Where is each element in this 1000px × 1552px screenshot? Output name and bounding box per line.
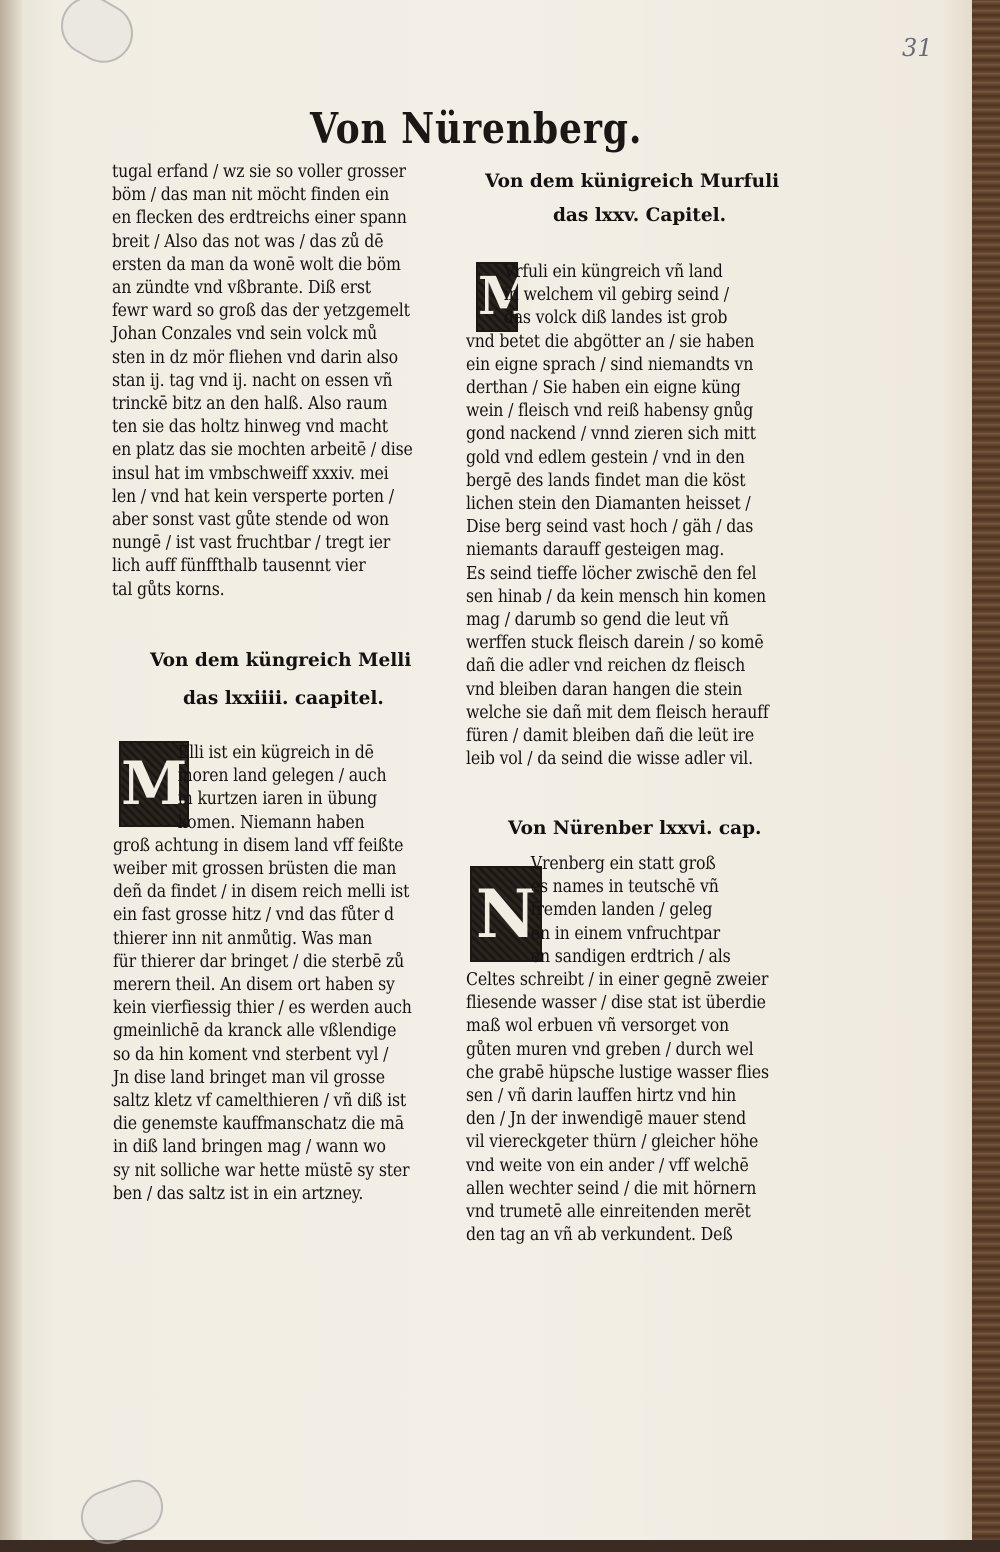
text-line: Vrfuli ein küngreich vñ land: [503, 262, 723, 282]
text-line: breit / Also das not was / das zů dē: [112, 231, 384, 252]
text-line: fliesende wasser / dise stat ist überdie: [466, 993, 766, 1014]
text-line: böm / das man nit möcht finden ein: [112, 185, 390, 206]
chapter-title-melli: Von dem küngreich Melli: [150, 650, 412, 671]
text-line: wein / fleisch vnd reiß habensy gnůg: [466, 401, 754, 422]
chapter-number-melli: das lxxiiii. caapitel.: [183, 688, 384, 709]
text-line: aber sonst vast gůte stende od won: [112, 510, 389, 531]
text-line: lichen stein den Diamanten heisset /: [466, 494, 751, 515]
text-line: niemants darauff gesteigen mag.: [466, 540, 725, 561]
text-line: Dise berg seind vast hoch / gäh / das: [466, 517, 754, 538]
text-line: den / Jn der inwendigē mauer stend: [466, 1109, 747, 1130]
text-line: derthan / Sie haben ein eigne küng: [466, 378, 741, 399]
text-line: Vrenberg ein statt groß: [530, 854, 716, 874]
text-line: tal gůts korns.: [112, 579, 225, 600]
text-line: es names in teutschē vñ: [530, 877, 719, 898]
text-line: Celtes schreibt / in einer gegnē zweier: [466, 970, 769, 991]
initial-letter-m: M: [476, 262, 518, 332]
text-line: ben / das saltz ist in ein artzney.: [113, 1183, 364, 1204]
text-line: leib vol / da seind die wisse adler vil.: [466, 749, 753, 770]
text-line: füren / damit bleiben dañ die leüt ire: [466, 726, 755, 747]
text-line: Johan Conzales vnd sein volck mů: [112, 324, 378, 345]
text-line: gmeinlichē da kranck alle vßlendige: [113, 1021, 397, 1042]
text-line: sen / vñ darin lauffen hirtz vnd hin: [466, 1086, 737, 1107]
initial-letter-n: N: [470, 866, 542, 962]
text-line: so da hin koment vnd sterbent vyl /: [113, 1044, 389, 1065]
text-line: das volck diß landes ist grob: [503, 308, 728, 329]
text-line: Es seind tieffe löcher zwischē den fel: [466, 563, 757, 584]
chapter-title-murfuli: Von dem künigreich Murfuli: [485, 171, 780, 192]
text-line: sen hinab / da kein mensch hin komen: [466, 586, 766, 607]
text-line: welche sie dañ mit dem fleisch herauff: [466, 702, 769, 723]
right-column-murfuli-text: [466, 261, 802, 771]
text-line: en platz das sie mochten arbeitē / dise: [112, 440, 413, 461]
book-cover-edge: [972, 0, 1000, 1540]
text-line: stan ij. tag vnd ij. nacht on essen vñ: [112, 370, 393, 391]
text-line: sy nit solliche war hette müstē sy ster: [113, 1160, 410, 1181]
left-column-intro: [112, 161, 446, 602]
text-line: in welchem vil gebirg seind /: [503, 285, 729, 306]
text-line: vil viereckgeter thürn / gleicher höhe: [466, 1132, 759, 1153]
text-line: für thierer dar bringet / die sterbē zů: [113, 951, 405, 972]
text-line: Elli ist ein kügreich in dē: [177, 743, 374, 763]
page-number: 31: [902, 34, 933, 62]
text-line: in kurtzen iaren in übung: [177, 789, 378, 810]
text-line: gold vnd edlem gestein / vnd in den: [466, 447, 745, 468]
text-line: groß achtung in disem land vff feißte: [113, 835, 404, 856]
text-line: dañ die adler vnd reichen dz fleisch: [466, 656, 746, 677]
text-line: Jn dise land bringet man vil grosse: [113, 1067, 385, 1088]
text-line: allen wechter seind / die mit hörnern: [466, 1178, 757, 1199]
text-line: ten sie das holtz hinweg vnd macht: [112, 417, 388, 438]
chapter-title-nurenberg: Von Nürenber lxxvi. cap.: [508, 818, 762, 839]
running-head: Von Nürenberg.: [310, 104, 643, 153]
text-line: mag / darumb so gend die leut vñ: [466, 610, 729, 631]
text-line: vnd bleiben daran hangen die stein: [466, 679, 743, 700]
text-line: ersten da man da wonē wolt die böm: [112, 254, 401, 275]
chapter-number-murfuli: das lxxv. Capitel.: [553, 205, 727, 226]
text-line: moren land gelegen / auch: [177, 766, 387, 787]
text-line: vnd trumetē alle einreitenden merēt: [466, 1202, 751, 1223]
text-line: saltz kletz vf camelthieren / vñ diß ist: [113, 1091, 407, 1112]
text-line: den tag an vñ ab verkundent. Deß: [466, 1225, 733, 1246]
left-column-melli-text: [113, 742, 445, 1206]
text-line: vnd betet die abgötter an / sie haben: [466, 331, 755, 352]
text-line: gůten muren vnd greben / durch wel: [466, 1039, 754, 1060]
text-line: thierer inn nit anmůtig. Was man: [113, 928, 373, 949]
book-binding-gutter: [0, 0, 22, 1540]
text-line: nungē / ist vast fruchtbar / tregt ier: [112, 533, 391, 554]
text-line: tugal erfand / wz sie so voller grosser: [112, 162, 406, 182]
text-line: vnd weite von ein ander / vff welchē: [466, 1155, 749, 1176]
text-line: en in einem vnfruchtpar: [530, 923, 720, 944]
text-line: komen. Niemann haben: [177, 812, 365, 833]
text-line: fewr ward so groß das der yetzgemelt: [112, 301, 410, 322]
text-line: ein fast grosse hitz / vnd das fůter d: [113, 905, 394, 926]
text-line: maß wol erbuen vñ versorget von: [466, 1016, 729, 1037]
text-line: lich auff fünffthalb tausennt vier: [112, 556, 366, 577]
text-line: werffen stuck fleisch darein / so komē: [466, 633, 764, 654]
text-line: trinckē bitz an den halß. Also raum: [112, 394, 388, 415]
text-line: kein vierfiessig thier / es werden auch: [113, 998, 412, 1019]
text-line: merern theil. An disem ort haben sy: [113, 975, 395, 996]
text-line: en flecken des erdtreichs einer spann: [112, 208, 407, 229]
text-line: sten in dz mör fliehen vnd darin also: [112, 347, 398, 368]
text-line: an zündte vnd vßbrante. Diß erst: [112, 278, 371, 299]
text-line: deñ da findet / in disem reich melli ist: [113, 882, 410, 903]
text-line: in diß land bringen mag / wann wo: [113, 1137, 386, 1158]
page-clip-top: [50, 0, 144, 74]
text-line: die genemste kauffmanschatz die mā: [113, 1114, 404, 1135]
text-line: gond nackend / vnnd zieren sich mitt: [466, 424, 756, 445]
text-line: che grabē hüpsche lustige wasser flies: [466, 1062, 769, 1083]
text-line: insul hat im vmbschweiff xxxiv. mei: [112, 463, 389, 484]
initial-letter-m: M: [119, 741, 189, 827]
text-line: ein eigne sprach / sind niemandts vn: [466, 354, 754, 375]
text-line: len / vnd hat kein versperte porten /: [112, 486, 394, 507]
text-line: fremden landen / geleg: [530, 900, 713, 921]
text-line: bergē des lands findet man die köst: [466, 470, 746, 491]
text-line: weiber mit grossen brüsten die man: [113, 859, 397, 880]
text-line: en sandigen erdtrich / als: [530, 946, 731, 967]
right-column-nurenberg-text: [466, 853, 803, 1247]
